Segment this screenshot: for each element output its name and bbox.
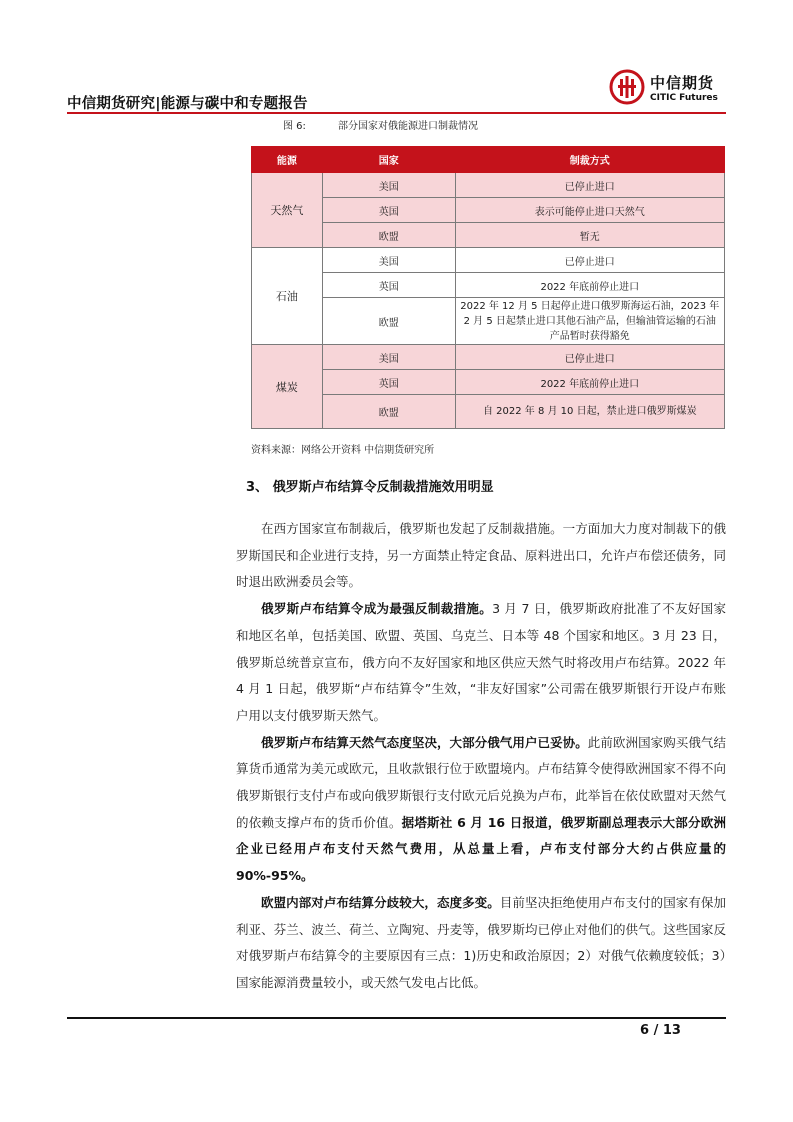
- paragraph: [236, 596, 726, 730]
- country-cell: 欧盟: [322, 298, 455, 345]
- figure-source: 资料来源：网络公开资料 中信期货研究所: [251, 445, 435, 456]
- column-header-method: 制裁方式: [455, 147, 724, 173]
- section-body: [236, 516, 726, 997]
- paragraph: [236, 730, 726, 890]
- country-cell: 美国: [322, 248, 455, 273]
- sanctions-table: [251, 146, 725, 429]
- country-cell: 英国: [322, 198, 455, 223]
- paragraph: [236, 890, 726, 997]
- table-row: [252, 345, 725, 370]
- table-row: [252, 370, 725, 395]
- table-row: [252, 223, 725, 248]
- country-cell: 美国: [322, 173, 455, 198]
- table-row: [252, 273, 725, 298]
- table-row: [252, 248, 725, 273]
- country-cell: 英国: [322, 370, 455, 395]
- header-divider: [67, 112, 726, 114]
- figure-caption: [283, 117, 478, 132]
- table-row: [252, 198, 725, 223]
- energy-cell-oil: 石油: [252, 248, 323, 345]
- table-row: [252, 173, 725, 198]
- citic-logo-icon: [608, 68, 646, 106]
- logo-english-name: CITIC Futures: [650, 93, 718, 103]
- method-cell: 表示可能停止进口天然气: [455, 198, 724, 223]
- paragraph-text: 此前欧洲国家购买俄气结算货币通常为美元或欧元，且收款银行位于欧盟境内。卢布结算令使得欧洲国家不得不向俄罗斯银行支付卢布或向俄罗斯银行支付欧元后兑换为卢布，此举旨在依仗欧盟对天然气的依赖支撑卢布的货币价值。: [236, 734, 726, 830]
- table-row: [252, 395, 725, 429]
- paragraph-lead: 欧盟内部对卢布结算分歧较大，态度多变。: [261, 894, 500, 910]
- energy-cell-gas: 天然气: [252, 173, 323, 248]
- method-cell: 暂无: [455, 223, 724, 248]
- paragraph-text: 目前坚决拒绝使用卢布支付的国家有保加利亚、芬兰、波兰、荷兰、立陶宛、丹麦等，俄罗斯均已停止对他们的供气。这些国家反对俄罗斯卢布结算令的主要原因有三点：1)历史和政治原因；2）对俄气依赖度较低；3）国家能源消费量较小，或天然气发电占比低。: [236, 894, 726, 990]
- method-cell: 已停止进口: [455, 173, 724, 198]
- method-cell: 2022 年 12 月 5 日起停止进口俄罗斯海运石油，2023 年 2 月 5 日起禁止进口其他石油产品，但输油管运输的石油产品暂时获得豁免: [455, 298, 724, 345]
- paragraph: 在西方国家宣布制裁后，俄罗斯也发起了反制裁措施。一方面加大力度对制裁下的俄罗斯国民和企业进行支持，另一方面禁止特定食品、原料进出口，允许卢布偿还债务，同时退出欧洲委员会等。: [236, 521, 726, 590]
- paragraph-highlight: 据塔斯社 6 月 16 日报道，俄罗斯副总理表示大部分欧洲企业已经用卢布支付天然气费用，从总量上看，卢布支付部分大约占供应量的 90%-95%。: [236, 814, 726, 884]
- country-cell: 美国: [322, 345, 455, 370]
- energy-cell-coal: 煤炭: [252, 345, 323, 429]
- method-cell: 自 2022 年 8 月 10 日起，禁止进口俄罗斯煤炭: [455, 395, 724, 429]
- paragraph-lead: 俄罗斯卢布结算令成为最强反制裁措施。: [261, 601, 493, 617]
- figure-label: 图 6:: [283, 121, 306, 132]
- method-cell: 2022 年底前停止进口: [455, 273, 724, 298]
- paragraph-text: 3 月 7 日，俄罗斯政府批准了不友好国家和地区名单，包括美国、欧盟、英国、乌克兰、日本等 48 个国家和地区。3 月 23 日，俄罗斯总统普京宣布，俄方向不友好国家和地区供应天然气时将改用卢布结算。2022 年 4 月 1 日起，俄罗斯“卢布结算令”生效，“非友好国家”公司需在俄罗斯银行开设卢布账户用以支付俄罗斯天然气。: [236, 601, 726, 723]
- figure-title: 部分国家对俄能源进口制裁情况: [338, 121, 478, 132]
- footer-divider: [67, 1017, 726, 1019]
- method-cell: 已停止进口: [455, 248, 724, 273]
- page-number: 6 / 13: [640, 1023, 681, 1038]
- citic-futures-logo: [608, 68, 728, 112]
- country-cell: 英国: [322, 273, 455, 298]
- section-heading: 3、 俄罗斯卢布结算令反制裁措施效用明显: [246, 480, 494, 495]
- paragraph-lead: 俄罗斯卢布结算天然气态度坚决，大部分俄气用户已妥协。: [261, 734, 588, 750]
- table-row: [252, 298, 725, 345]
- column-header-country: 国家: [322, 147, 455, 173]
- report-header-title: 中信期货研究|能源与碳中和专题报告: [67, 96, 308, 112]
- country-cell: 欧盟: [322, 395, 455, 429]
- logo-chinese-name: 中信期货: [650, 74, 715, 92]
- country-cell: 欧盟: [322, 223, 455, 248]
- table-header-row: [252, 147, 725, 173]
- method-cell: 已停止进口: [455, 345, 724, 370]
- column-header-energy: 能源: [252, 147, 323, 173]
- method-cell: 2022 年底前停止进口: [455, 370, 724, 395]
